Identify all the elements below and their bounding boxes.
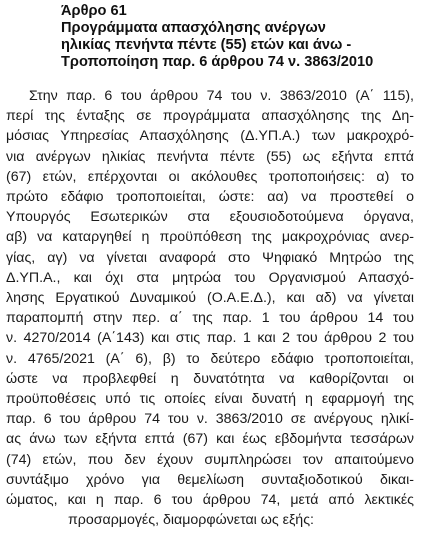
body-line: μόσιας Υπηρεσίας Απασχόλησης (Δ.ΥΠ.Α.) των μακροχρό- xyxy=(6,128,414,145)
body-line: περί της ένταξης σε προγράμματα απασχόλησης της Δη- xyxy=(6,108,414,125)
article-number: Άρθρο 61 xyxy=(61,3,127,19)
body-line: λησης Εργατικού Δυναμικού (Ο.Α.Ε.Δ.), και αδ) να γίνεται xyxy=(6,290,414,307)
body-line: ώστε να προβλεφθεί η δυνατότητα να καθορίζονται οι xyxy=(6,370,414,387)
article-body xyxy=(6,86,414,530)
body-line: (74) ετών, που δεν έχουν συμπληρώσει τον απαιτούμενο xyxy=(6,451,414,468)
body-line: πρώτο εδάφιο τροποποιείται, ώστε: αα) να προστεθεί ο xyxy=(6,189,414,206)
article-title-line: Τροποποίηση παρ. 6 άρθρου 74 ν. 3863/2010 xyxy=(61,54,374,70)
body-line: ας άνω των εξήντα επτά (67) και έως εβδομήντα τεσσάρων xyxy=(6,431,414,448)
body-line: συντάξιμο χρόνο για θεμελίωση συνταξιοδοτικού δικαι- xyxy=(6,471,414,488)
body-line: νια ανέργων ηλικίας πενήντα πέντε (55) ως εξήντα επτά xyxy=(6,148,414,165)
article-title-line: Προγράμματα απασχόλησης ανέργων xyxy=(61,20,326,36)
body-line: ν. 4270/2014 (Α΄143) και στις παρ. 1 και 2 του άρθρου 2 του xyxy=(6,330,414,347)
body-line: (67) ετών, επέρχονται οι ακόλουθες τροποποιήσεις: α) το xyxy=(6,168,414,185)
article-title-line: ηλικίας πενήντα πέντε (55) ετών και άνω - xyxy=(61,37,352,53)
article-heading xyxy=(61,3,406,71)
body-line: αβ) να καταργηθεί η προϋπόθεση της μακροχρόνιας ανερ- xyxy=(6,229,414,246)
body-line: παραπομπή στην περ. α΄ της παρ. 1 του άρθρου 14 του xyxy=(6,310,414,327)
body-line: ν. 4765/2021 (Α΄ 6), β) το δεύτερο εδάφιο τροποποιείται, xyxy=(6,350,414,367)
body-line: παρ. 6 του άρθρου 74 του ν. 3863/2010 σε ανέργους ηλικί- xyxy=(6,411,414,428)
body-line: Στην παρ. 6 του άρθρου 74 του ν. 3863/2010 (Α΄ 115), xyxy=(29,88,414,104)
body-line: γίας, αγ) να γίνεται αναφορά στο Ψηφιακό Μητρώο της xyxy=(6,249,414,266)
body-line: προσαρμογές, διαμορφώνεται ως εξής: xyxy=(68,512,314,529)
body-line: Δ.ΥΠ.Α., και όχι στα μητρώα του Οργανισμού Απασχό- xyxy=(6,269,414,286)
body-line: Υπουργός Εσωτερικών στα εξουσιοδοτούμενα όργανα, xyxy=(6,209,414,226)
body-line: προϋποθέσεις υπό τις οποίες είναι δυνατή η εφαρμογή της xyxy=(6,391,414,408)
body-line: ώματος, και η παρ. 6 του άρθρου 74, μετά από λεκτικές xyxy=(6,492,414,509)
